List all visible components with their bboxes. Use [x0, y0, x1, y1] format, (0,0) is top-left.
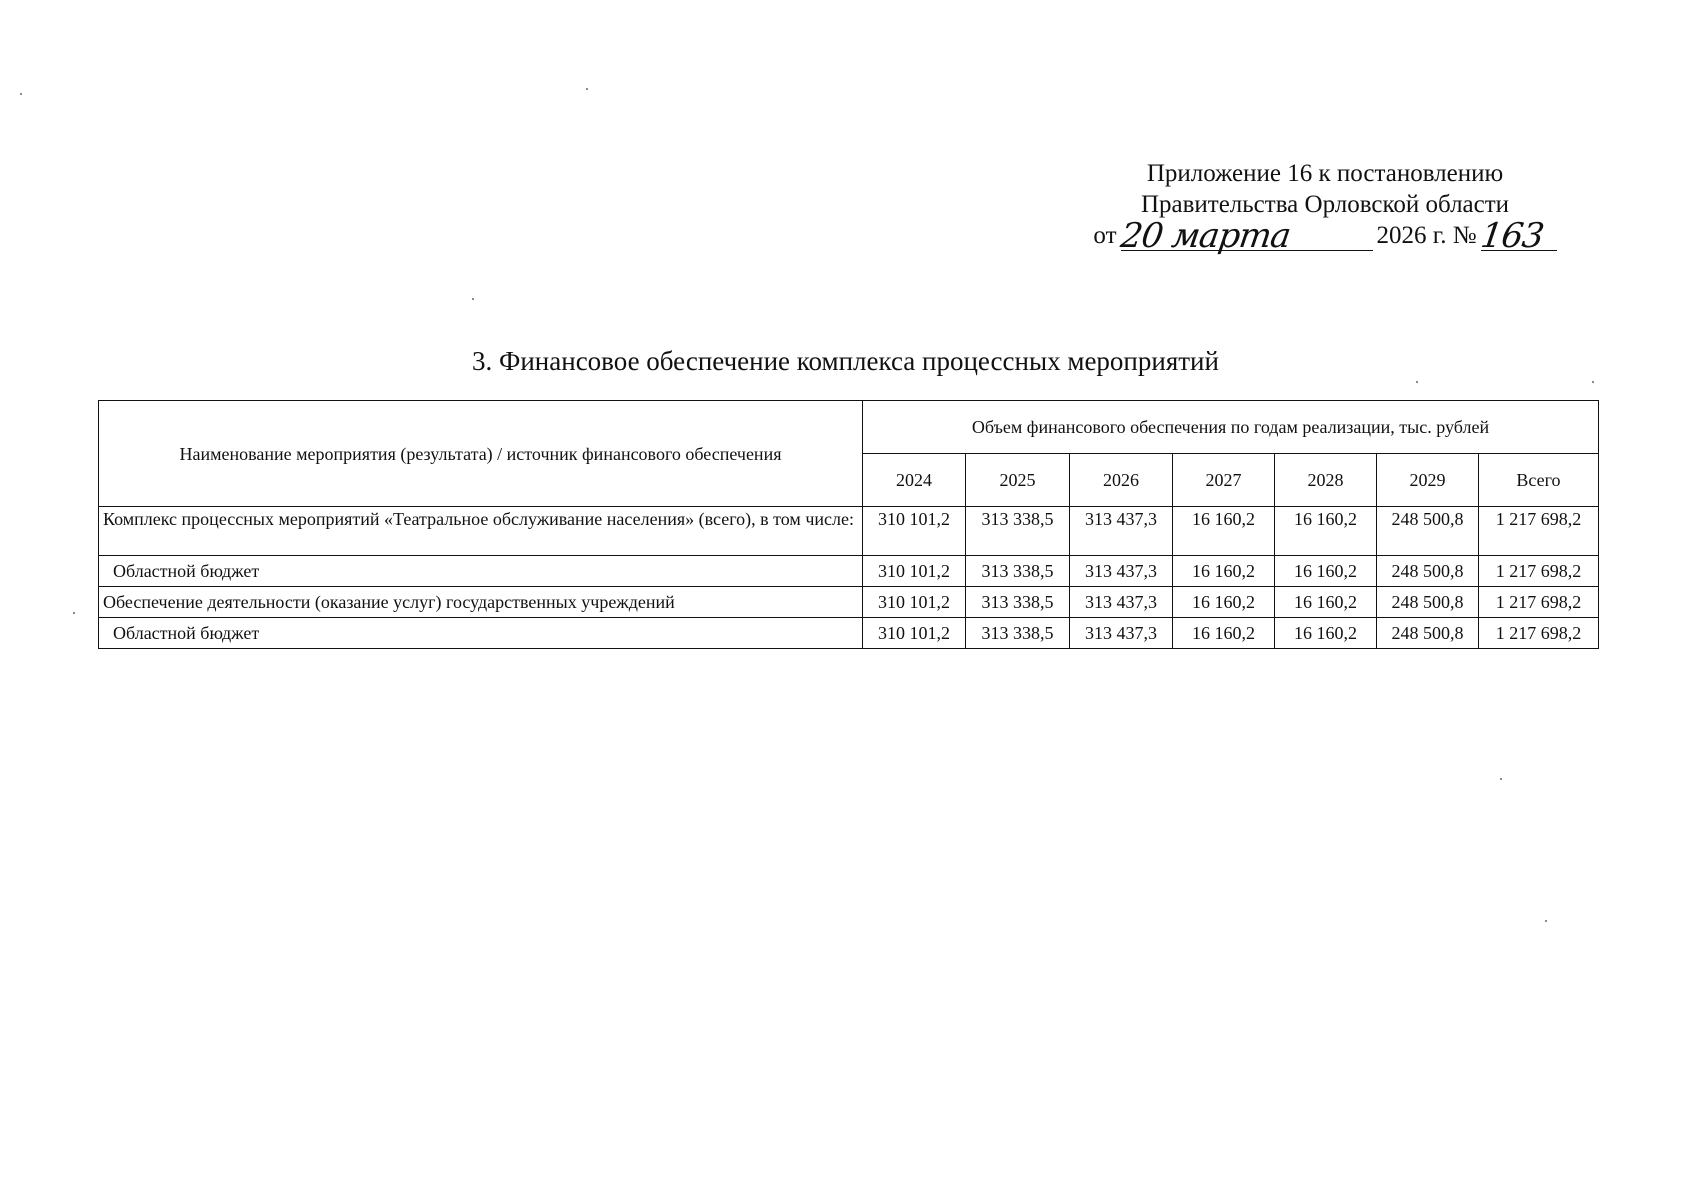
row-value: 248 500,8	[1377, 556, 1479, 587]
appendix-header	[1045, 158, 1605, 256]
row-total: 1 217 698,2	[1479, 618, 1599, 649]
table-row	[99, 507, 1599, 556]
row-value: 16 160,2	[1275, 618, 1377, 649]
year-header: 2025	[966, 454, 1070, 507]
appendix-date-line	[1045, 216, 1605, 256]
row-total: 1 217 698,2	[1479, 587, 1599, 618]
scan-speck	[1545, 920, 1547, 922]
section-title: 3. Финансовое обеспечение комплекса процессных мероприятий	[472, 346, 1219, 376]
total-header: Всего	[1479, 454, 1599, 507]
date-blank	[1117, 216, 1373, 256]
row-value: 313 437,3	[1070, 618, 1173, 649]
year-header: 2028	[1275, 454, 1377, 507]
number-blank	[1477, 216, 1557, 256]
row-value: 16 160,2	[1275, 587, 1377, 618]
volume-column-header: Объем финансового обеспечения по годам реализации, тыс. рублей	[863, 401, 1599, 454]
row-value: 310 101,2	[863, 556, 966, 587]
scan-speck	[472, 298, 474, 300]
appendix-line-2: Правительства Орловской области	[1140, 191, 1510, 218]
scan-speck	[1500, 778, 1502, 780]
table-row	[99, 618, 1599, 649]
row-value: 313 338,5	[966, 587, 1070, 618]
row-value: 16 160,2	[1275, 507, 1377, 556]
row-value: 16 160,2	[1173, 556, 1275, 587]
row-name: Областной бюджет	[99, 618, 863, 649]
row-value: 16 160,2	[1275, 556, 1377, 587]
scan-speck	[586, 88, 588, 90]
name-column-header: Наименование мероприятия (результата) / источник финансового обеспечения	[99, 401, 863, 507]
row-value: 313 338,5	[966, 618, 1070, 649]
year-header: 2029	[1377, 454, 1479, 507]
year-header: 2027	[1173, 454, 1275, 507]
row-name: Комплекс процессных мероприятий «Театральное обслуживание населения» (всего), в том числе:	[99, 507, 863, 556]
table-row	[99, 587, 1599, 618]
row-name: Областной бюджет	[99, 556, 863, 587]
row-total: 1 217 698,2	[1479, 556, 1599, 587]
scan-speck	[1416, 381, 1418, 383]
row-value: 310 101,2	[863, 587, 966, 618]
row-value: 313 437,3	[1070, 507, 1173, 556]
year-label: 2026 г. №	[1376, 222, 1477, 249]
year-header: 2026	[1070, 454, 1173, 507]
row-value: 313 437,3	[1070, 587, 1173, 618]
row-value: 248 500,8	[1377, 618, 1479, 649]
appendix-line-1: Приложение 16 к постановлению	[1146, 160, 1504, 187]
table-row	[99, 556, 1599, 587]
row-value: 313 437,3	[1070, 556, 1173, 587]
financing-table	[98, 400, 1599, 649]
scan-speck	[20, 93, 22, 95]
row-value: 310 101,2	[863, 618, 966, 649]
row-name: Обеспечение деятельности (оказание услуг) государственных учреждений	[99, 587, 863, 618]
row-value: 16 160,2	[1173, 507, 1275, 556]
row-value: 313 338,5	[966, 556, 1070, 587]
date-prefix: от	[1093, 222, 1117, 249]
row-value: 248 500,8	[1377, 587, 1479, 618]
year-header: 2024	[863, 454, 966, 507]
handwritten-date: 20 марта	[1117, 216, 1293, 256]
row-value: 16 160,2	[1173, 618, 1275, 649]
row-value: 313 338,5	[966, 507, 1070, 556]
scan-speck	[1592, 381, 1594, 383]
row-total: 1 217 698,2	[1479, 507, 1599, 556]
row-value: 310 101,2	[863, 507, 966, 556]
row-value: 248 500,8	[1377, 507, 1479, 556]
handwritten-number: 163	[1477, 216, 1546, 256]
scan-speck	[73, 612, 75, 614]
row-value: 16 160,2	[1173, 587, 1275, 618]
